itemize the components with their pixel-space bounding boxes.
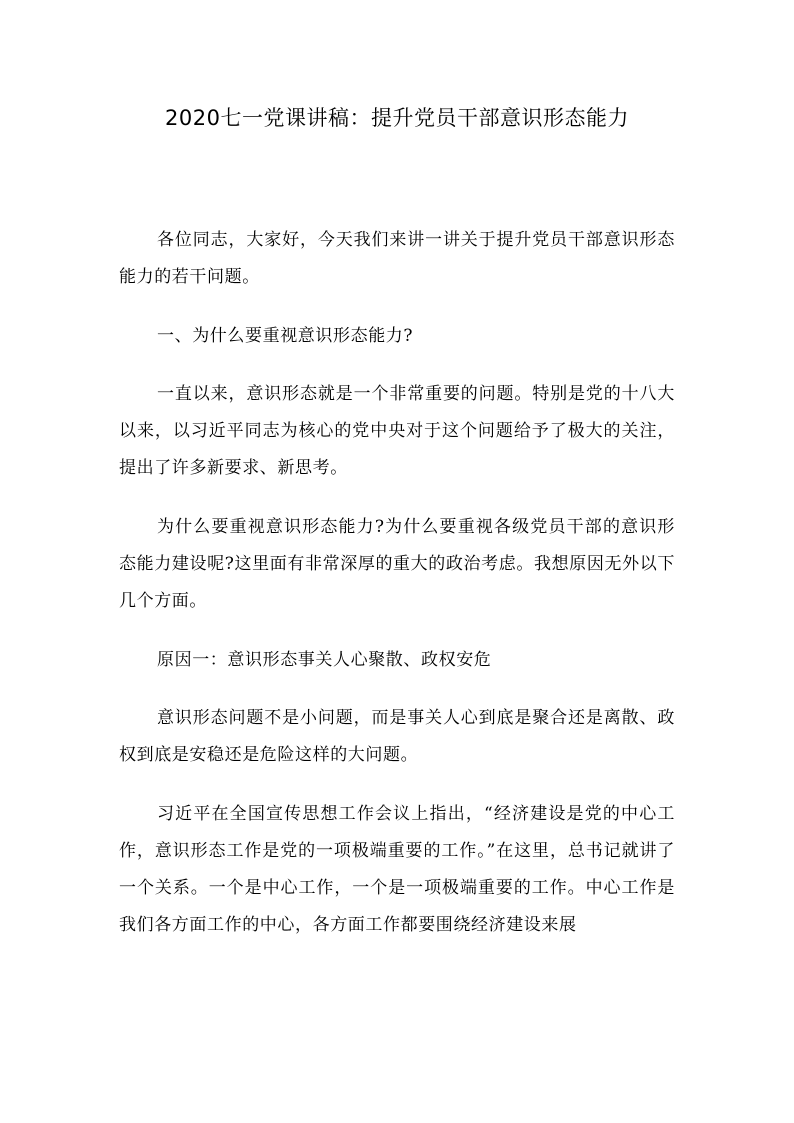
paragraph-question: 为什么要重视意识形态能力?为什么要重视各级党员干部的意识形态能力建设呢?这里面有非常深厚的重大的政治考虑。我想原因无外以下几个方面。 bbox=[119, 517, 675, 611]
paragraph-reason-1: 意识形态问题不是小问题，而是事关人心到底是聚合还是离散、政权到底是安稳还是危险这样的大问题。 bbox=[119, 708, 675, 765]
subheading-reason-1: 原因一：意识形态事关人心聚散、政权安危 bbox=[157, 650, 492, 670]
paragraph-quote: 习近平在全国宣传思想工作会议上指出，“经济建设是党的中心工作，意识形态工作是党的一项极端重要的工作。”在这里，总书记就讲了一个关系。一个是中心工作，一个是一项极端重要的工作。中心工作是我们各方面工作的中心，各方面工作都要围绕经济建设来展 bbox=[119, 804, 675, 935]
paragraph-greeting: 各位同志，大家好，今天我们来讲一讲关于提升党员干部意识形态能力的若干问题。 bbox=[119, 230, 675, 287]
document-body bbox=[119, 222, 675, 966]
document-title: 2020七一党课讲稿：提升党员干部意识形态能力 bbox=[165, 106, 629, 130]
section-heading-1: 一、为什么要重视意识形态能力? bbox=[157, 326, 414, 346]
paragraph-background: 一直以来，意识形态就是一个非常重要的问题。特别是党的十八大以来，以习近平同志为核心的党中央对于这个问题给予了极大的关注，提出了许多新要求、新思考。 bbox=[119, 384, 675, 478]
